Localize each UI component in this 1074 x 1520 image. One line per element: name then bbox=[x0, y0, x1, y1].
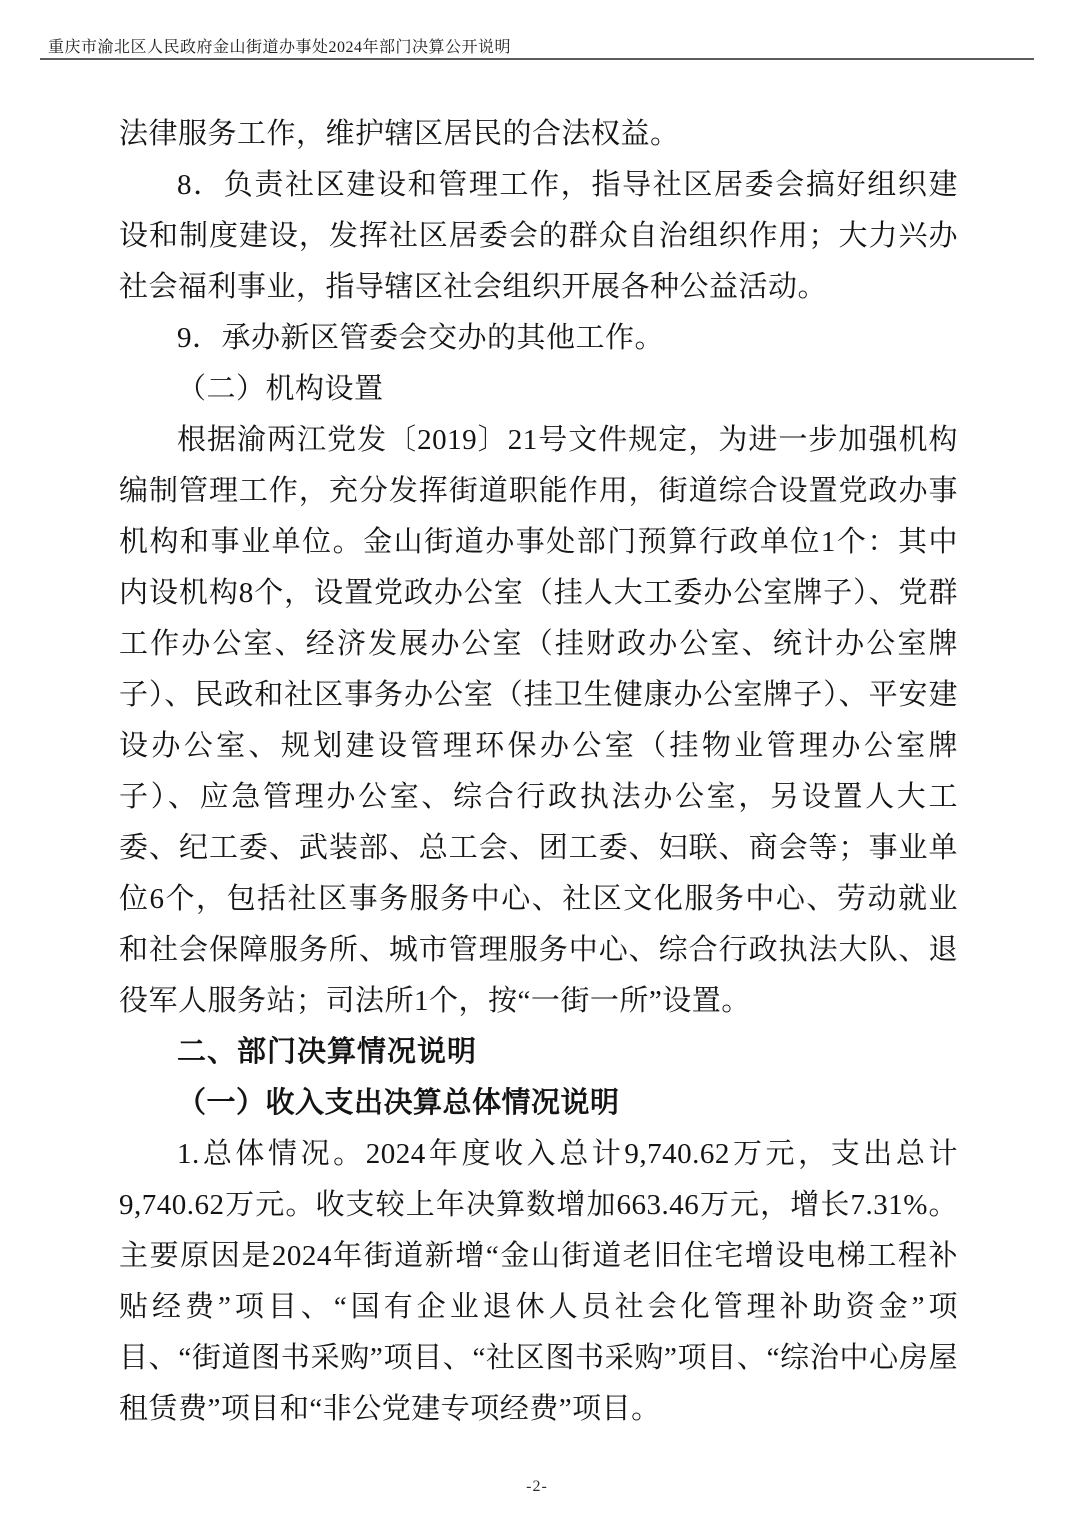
document-header-title: 重庆市渝北区人民政府金山街道办事处2024年部门决算公开说明 bbox=[48, 39, 512, 56]
document-body bbox=[119, 109, 958, 1435]
body-paragraph-item-9: 9．承办新区管委会交办的其他工作。 bbox=[177, 322, 665, 354]
header-divider bbox=[40, 58, 1034, 60]
subsection-heading-organization: （二）机构设置 bbox=[177, 373, 384, 405]
page-number: -2- bbox=[526, 1478, 548, 1495]
chapter-heading-final-accounts: 二、部门决算情况说明 bbox=[177, 1036, 478, 1068]
body-paragraph-overall-situation: 1.总体情况。2024年度收入总计9,740.62万元，支出总计9,740.62万元。收支较上年决算数增加663.46万元，增长7.31%。主要原因是2024年街道新增“金山街道老旧住宅增设电梯工程补贴经费”项目、“国有企业退休人员社会化管理补助资金”项目、“街道图书采购”项目、“社区图书采购”项目、“综治中心房屋租赁费”项目和“非公党建专项经费”项目。 bbox=[119, 1138, 958, 1425]
subsection-heading-income-expense: （一）收入支出决算总体情况说明 bbox=[177, 1087, 620, 1119]
body-paragraph-continuation: 法律服务工作，维护辖区居民的合法权益。 bbox=[119, 118, 680, 150]
body-paragraph-organization-detail: 根据渝两江党发〔2019〕21号文件规定，为进一步加强机构编制管理工作，充分发挥街道职能作用，街道综合设置党政办事机构和事业单位。金山街道办事处部门预算行政单位1个：其中内设机构8个，设置党政办公室（挂人大工委办公室牌子）、党群工作办公室、经济发展办公室（挂财政办公室、统计办公室牌子）、民政和社区事务办公室（挂卫生健康办公室牌子）、平安建设办公室、规划建设管理环保办公室（挂物业管理办公室牌子）、应急管理办公室、综合行政执法办公室，另设置人大工委、纪工委、武装部、总工会、团工委、妇联、商会等；事业单位6个，包括社区事务服务中心、社区文化服务中心、劳动就业和社会保障服务所、城市管理服务中心、综合行政执法大队、退役军人服务站；司法所1个，按“一街一所”设置。 bbox=[119, 424, 958, 1017]
body-paragraph-item-8: 8．负责社区建设和管理工作，指导社区居委会搞好组织建设和制度建设，发挥社区居委会的群众自治组织作用；大力兴办社会福利事业，指导辖区社会组织开展各种公益活动。 bbox=[119, 169, 958, 303]
